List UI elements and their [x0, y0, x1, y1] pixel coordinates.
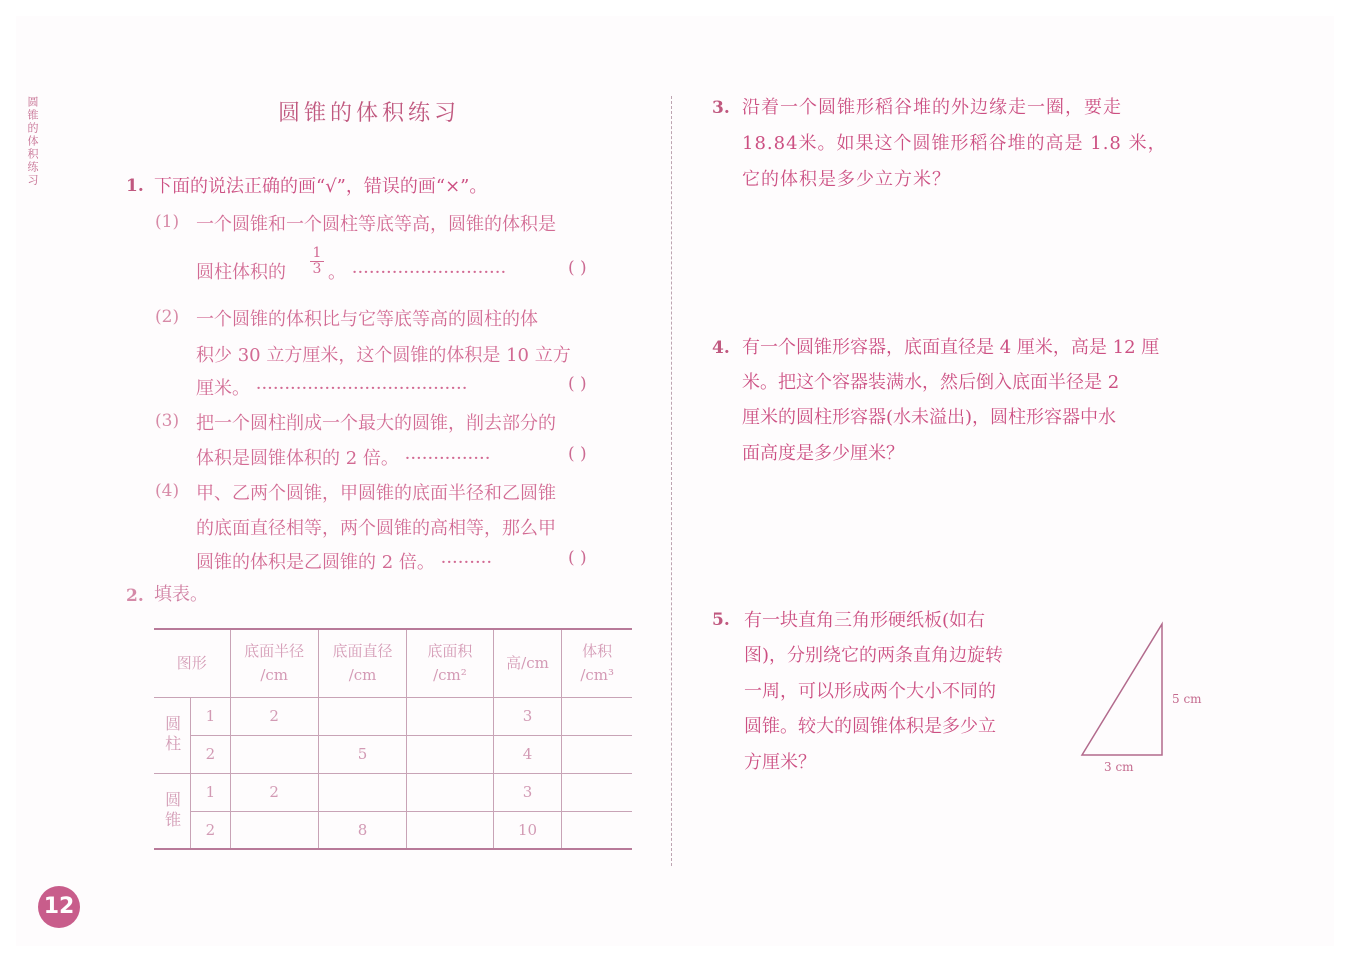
- cell-diameter[interactable]: [318, 697, 406, 735]
- q1-item1-answer-blank[interactable]: ( ): [568, 258, 587, 278]
- cell-height[interactable]: 3: [493, 697, 562, 735]
- q1-item1-line2-pre: 圆柱体积的: [196, 262, 286, 283]
- fraction-numerator: 1: [312, 245, 322, 261]
- cell-volume[interactable]: [562, 735, 632, 773]
- q1-item2-line2: 积少 30 立方厘米，这个圆锥的体积是 10 立方: [196, 345, 571, 366]
- q4-number: 4.: [712, 338, 730, 358]
- row-index: 1: [191, 697, 230, 735]
- q1-instruction: 下面的说法正确的画“√”，错误的画“×”。: [154, 176, 488, 197]
- q1-item1-line2-post: 。 ···························: [328, 262, 507, 283]
- q1-item3-line1: 把一个圆柱削成一个最大的圆锥，削去部分的: [196, 413, 556, 434]
- cell-diameter[interactable]: [318, 773, 406, 811]
- q1-item2-line3: 厘米。 ·····································: [196, 378, 468, 399]
- q1-item4-line3: 圆锥的体积是乙圆锥的 2 倍。 ·········: [196, 552, 493, 573]
- q1-item2-answer-blank[interactable]: ( ): [568, 374, 587, 394]
- cell-radius[interactable]: 2: [230, 697, 318, 735]
- q1-item1-number: (1): [155, 212, 180, 232]
- q3-number: 3.: [712, 98, 730, 118]
- row-index: 1: [191, 773, 230, 811]
- q4-line3: 厘米的圆柱形容器(水未溢出)，圆柱形容器中水: [742, 407, 1117, 428]
- q3-line2: 18.84米。如果这个圆锥形稻谷堆的高是 1.8 米，: [742, 133, 1167, 154]
- q3-line3: 它的体积是多少立方米？: [742, 169, 951, 190]
- triangle-base-label: 3 cm: [1104, 760, 1134, 774]
- cell-diameter[interactable]: 8: [318, 811, 406, 849]
- cell-area[interactable]: [407, 697, 493, 735]
- q5-line3: 一周，可以形成两个大小不同的: [744, 681, 996, 702]
- q1-item4-number: (4): [155, 481, 180, 501]
- cell-radius[interactable]: 2: [230, 773, 318, 811]
- cell-radius[interactable]: [230, 811, 318, 849]
- cell-area[interactable]: [407, 811, 493, 849]
- cell-area[interactable]: [407, 735, 493, 773]
- q3-line1: 沿着一个圆锥形稻谷堆的外边缘走一圈，要走: [742, 97, 1122, 118]
- table-row: [154, 735, 632, 773]
- cell-volume[interactable]: [562, 811, 632, 849]
- q1-number: 1.: [126, 176, 144, 196]
- row-index: 2: [191, 735, 230, 773]
- header-height: 高/cm: [493, 629, 562, 697]
- triangle-height-label: 5 cm: [1172, 692, 1202, 706]
- q1-item2-number: (2): [155, 307, 180, 327]
- cell-height[interactable]: 4: [493, 735, 562, 773]
- row-index: 2: [191, 811, 230, 849]
- side-title: 圆锥的体积练习: [26, 96, 39, 187]
- header-radius: 底面半径 /cm: [230, 629, 318, 697]
- fill-table: [154, 628, 632, 850]
- group-label-cone: 圆锥: [154, 773, 191, 849]
- q1-item3-answer-blank[interactable]: ( ): [568, 444, 587, 464]
- q1-item3-line2: 体积是圆锥体积的 2 倍。 ···············: [196, 448, 491, 469]
- q1-item4-line2: 的底面直径相等，两个圆锥的高相等，那么甲: [196, 518, 556, 539]
- cell-volume[interactable]: [562, 773, 632, 811]
- header-shape: 图形: [154, 629, 230, 697]
- q5-line5: 方厘米？: [744, 752, 816, 773]
- q4-line4: 面高度是多少厘米？: [742, 443, 904, 464]
- q5-number: 5.: [712, 610, 730, 630]
- table-row: [154, 697, 632, 735]
- q1-item3-number: (3): [155, 411, 180, 431]
- group-label-cylinder: 圆柱: [154, 697, 191, 773]
- q5-line2: 图)，分别绕它的两条直角边旋转: [744, 645, 1004, 666]
- header-diameter: 底面直径 /cm: [318, 629, 406, 697]
- fraction-denominator: 3: [312, 261, 322, 277]
- q2-number: 2.: [126, 586, 144, 606]
- table-row: [154, 773, 632, 811]
- q1-item4-line1: 甲、乙两个圆锥，甲圆锥的底面半径和乙圆锥: [196, 483, 556, 504]
- q1-item2-line1: 一个圆锥的体积比与它等底等高的圆柱的体: [196, 309, 538, 330]
- cell-radius[interactable]: [230, 735, 318, 773]
- page-divider: [671, 96, 672, 866]
- cell-height[interactable]: 3: [493, 773, 562, 811]
- page-title: 圆锥的体积练习: [278, 101, 461, 126]
- q5-line1: 有一块直角三角形硬纸板(如右: [744, 610, 986, 631]
- cell-area[interactable]: [407, 773, 493, 811]
- q4-line1: 有一个圆锥形容器，底面直径是 4 厘米，高是 12 厘: [742, 337, 1160, 358]
- header-volume: 体积 /cm³: [562, 629, 632, 697]
- table-row: [154, 811, 632, 849]
- q5-line4: 圆锥。较大的圆锥体积是多少立: [744, 716, 996, 737]
- q4-line2: 米。把这个容器装满水，然后倒入底面半径是 2: [742, 372, 1120, 393]
- page-number-badge: 12: [38, 886, 80, 928]
- right-triangle-figure: [1078, 620, 1168, 760]
- q2-instruction: 填表。: [154, 584, 208, 605]
- q1-item4-answer-blank[interactable]: ( ): [568, 548, 587, 568]
- q1-item1-line1: 一个圆锥和一个圆柱等底等高，圆锥的体积是: [196, 214, 556, 235]
- fraction-one-third: [310, 247, 324, 276]
- cell-diameter[interactable]: 5: [318, 735, 406, 773]
- cell-height[interactable]: 10: [493, 811, 562, 849]
- cell-volume[interactable]: [562, 697, 632, 735]
- header-base-area: 底面积 /cm²: [407, 629, 493, 697]
